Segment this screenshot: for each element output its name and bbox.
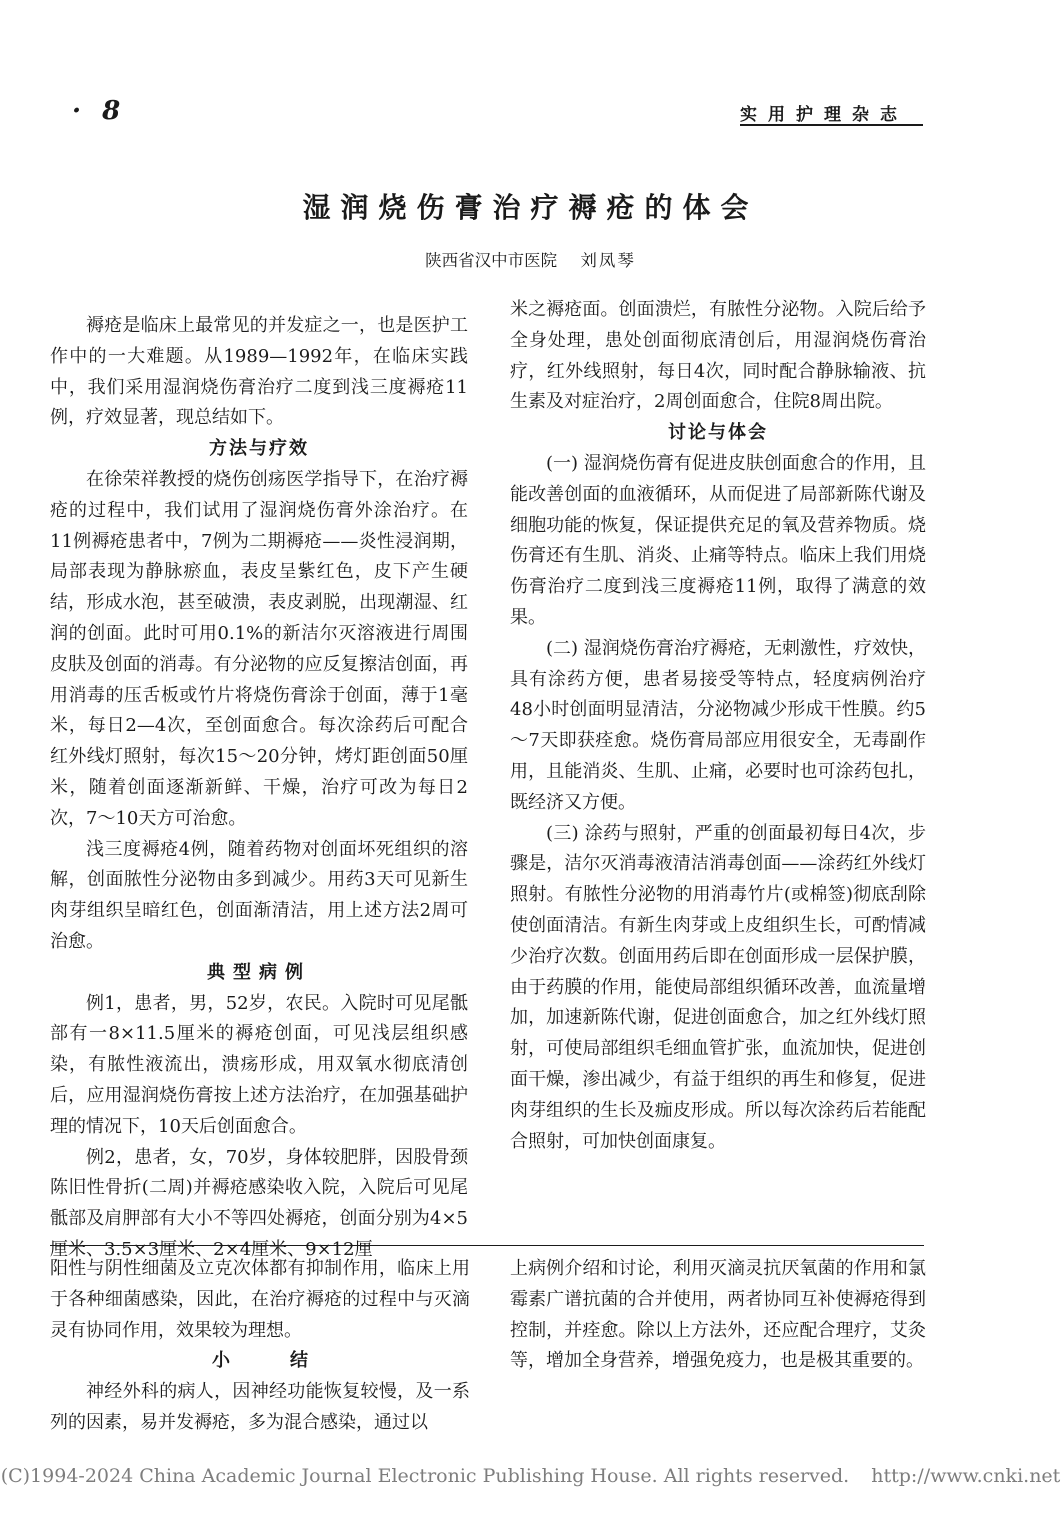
header-rule: [740, 124, 923, 126]
methods-paragraph: 浅三度褥疮4例，随着药物对创面坏死组织的溶解，创面脓性分泌物由多到减少。用药3天可见新生肉芽组织呈暗红色，创面渐清洁，用上述方法2周可治愈。: [50, 838, 468, 952]
case-paragraph: 例2，患者，女，70岁，身体较肥胖，因股骨颈陈旧性骨折(二周)并褥疮感染收入院，入院后可见尾骶部及肩胛部有大小不等四处褥疮，创面分别为4×5厘米、3.5×3厘米、2×4厘米、9×12厘: [50, 1146, 468, 1260]
byline: [0, 247, 1061, 271]
page-number: · 8: [72, 96, 127, 126]
copyright-footer: [0, 1465, 1061, 1487]
section-divider: [50, 1245, 924, 1246]
section-heading-summary: 小结: [212, 1350, 368, 1372]
section-heading-methods: 方法与疗效: [209, 438, 309, 460]
left-column-bottom: [50, 1254, 470, 1439]
left-column-top: [50, 311, 468, 1266]
footer-url: http://www.cnki.net: [871, 1465, 1061, 1487]
author: 刘凤琴: [580, 251, 636, 270]
section-heading-cases: 典型病例: [207, 961, 311, 983]
affiliation: 陕西省汉中市医院: [425, 251, 558, 270]
section-heading-discussion: 讨论与体会: [668, 422, 768, 444]
discussion-paragraph: (一) 湿润烧伤膏有促进皮肤创面愈合的作用，且能改善创面的血液循环，从而促进了局部新陈代谢及细胞功能的恢复，保证提供充足的氧及营养物质。烧伤膏还有生肌、消炎、止痛等特点。临床上我们用烧伤膏治疗二度到浅三度褥疮11例，取得了满意的效果。: [510, 452, 926, 628]
case-paragraph: 例1，患者，男，52岁，农民。入院时可见尾骶部有一8×11.5厘米的褥疮创面，可见浅层组织感染，有脓性液流出，溃疡形成，用双氧水彻底清创后，应用湿润烧伤膏按上述方法治疗，在加强基础护理的情况下，10天后创面愈合。: [50, 992, 468, 1137]
right-column-bottom: [510, 1254, 926, 1377]
continued-paragraph: 阳性与阴性细菌及立克次体都有抑制作用，临床上用于各种细菌感染，因此，在治疗褥疮的过程中与灭滴灵有协同作用，效果较为理想。: [50, 1258, 470, 1341]
discussion-paragraph: (三) 涂药与照射，严重的创面最初每日4次，步骤是，洁尔灭消毒液清洁消毒创面——涂药红外线灯照射。有脓性分泌物的用消毒竹片(或棉签)彻底刮除使创面清洁。有新生肉芽或上皮组织生长，可酌情减少治疗次数。创面用药后即在创面形成一层保护膜，由于药膜的作用，能使局部组织循环改善，血流量增加，加速新陈代谢，促进创面愈合，加之红外线灯照射，可使局部组织毛细血管扩张，血流加快，促进创面干燥，渗出减少，有益于组织的再生和修复，促进肉芽组织的生长及痂皮形成。所以每次涂药后若能配合照射，可加快创面康复。: [510, 822, 926, 1152]
article-title: 湿润烧伤膏治疗褥疮的体会: [302, 191, 759, 224]
copyright-text: (C)1994-2024 China Academic Journal Electronic Publishing House. All rights reserved.: [0, 1465, 850, 1487]
journal-name: 实用护理杂志: [740, 105, 908, 125]
intro-paragraph: 褥疮是临床上最常见的并发症之一，也是医护工作中的一大难题。从1989—1992年，在临床实践中，我们采用湿润烧伤膏治疗二度到浅三度褥疮11例，疗效显著，现总结如下。: [50, 315, 468, 429]
methods-paragraph: 在徐荣祥教授的烧伤创疡医学指导下，在治疗褥疮的过程中，我们试用了湿润烧伤膏外涂治疗。在11例褥疮患者中，7例为二期褥疮——炎性浸润期，局部表现为静脉瘀血，表皮呈紫红色，皮下产生硬结，形成水泡，甚至破溃，表皮剥脱，出现潮湿、红润的创面。此时可用0.1%的新洁尔灭溶液进行周围皮肤及创面的消毒。有分泌物的应反复擦洁创面，再用消毒的压舌板或竹片将烧伤膏涂于创面，薄于1毫米，每日2—4次，至创面愈合。每次涂药后可配合红外线灯照射，每次15～20分钟，烤灯距创面50厘米，随着创面逐渐新鲜、干燥，治疗可改为每日2次，7～10天方可治愈。: [50, 468, 468, 829]
discussion-paragraph: (二) 湿润烧伤膏治疗褥疮，无刺激性，疗效快，具有涂药方便，患者易接受等特点，轻度病例治疗48小时创面明显清洁，分泌物减少形成干性膜。约5～7天即获痊愈。烧伤膏局部应用很安全，无毒副作用，且能消炎、生肌、止痛，必要时也可涂药包扎，既经济又方便。: [510, 637, 926, 813]
summary-paragraph: 神经外科的病人，因神经功能恢复较慢，及一系列的因素，易并发褥疮，多为混合感染，通过以: [50, 1381, 470, 1433]
summary-paragraph-continued: 上病例介绍和讨论，利用灭滴灵抗厌氧菌的作用和氯霉素广谱抗菌的合并使用，两者协同互补使褥疮得到控制，并痊愈。除以上方法外，还应配合理疗，艾灸等，增加全身营养，增强免疫力，也是极其重要的。: [510, 1258, 926, 1372]
case-paragraph-continued: 米之褥疮面。创面溃烂，有脓性分泌物。入院后给予全身处理，患处创面彻底清创后，用湿润烧伤膏治疗，红外线照射，每日4次，同时配合静脉输液、抗生素及对症治疗，2周创面愈合，住院8周出院。: [510, 299, 926, 413]
right-column-top: [510, 295, 926, 1157]
